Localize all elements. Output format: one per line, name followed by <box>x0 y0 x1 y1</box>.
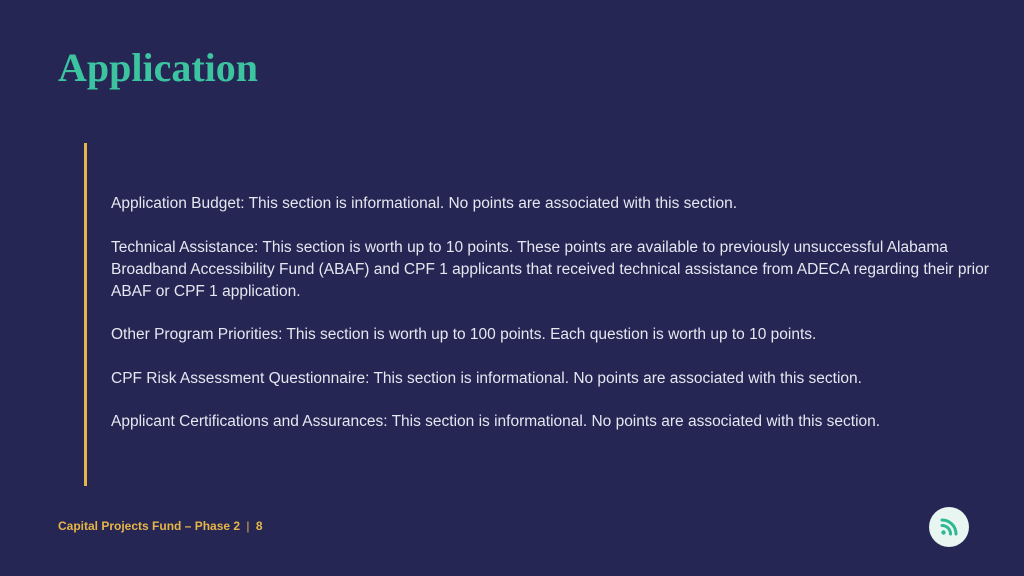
paragraph-application-budget: Application Budget: This section is informational. No points are associated with this section. <box>111 195 738 212</box>
paragraph-technical-assistance: Technical Assistance: This section is worth up to 10 points. These points are available to previously unsuccessful Alabama Broadband Accessibility Fund (ABAF) and CPF 1 applicants that received technical assistance from ADECA regarding their prior ABAF or CPF 1 application. <box>111 238 989 300</box>
broadband-signal-icon <box>938 516 960 538</box>
logo <box>929 507 969 547</box>
paragraph-risk-assessment: CPF Risk Assessment Questionnaire: This section is informational. No points are associated with this section. <box>111 369 862 387</box>
accent-bar <box>84 143 87 486</box>
paragraph-certifications: Applicant Certifications and Assurances: This section is informational. No points are associated with this section. <box>111 413 881 430</box>
page-number: 8 <box>255 519 263 533</box>
content-block <box>111 193 991 455</box>
footer-separator: | <box>246 519 250 533</box>
footer-label: Capital Projects Fund – Phase 2 <box>58 519 241 533</box>
page-title: Application <box>58 45 259 90</box>
footer <box>58 519 263 533</box>
paragraph-other-program-priorities: Other Program Priorities: This section is worth up to 100 points. Each question is worth up to 10 points. <box>111 326 817 343</box>
